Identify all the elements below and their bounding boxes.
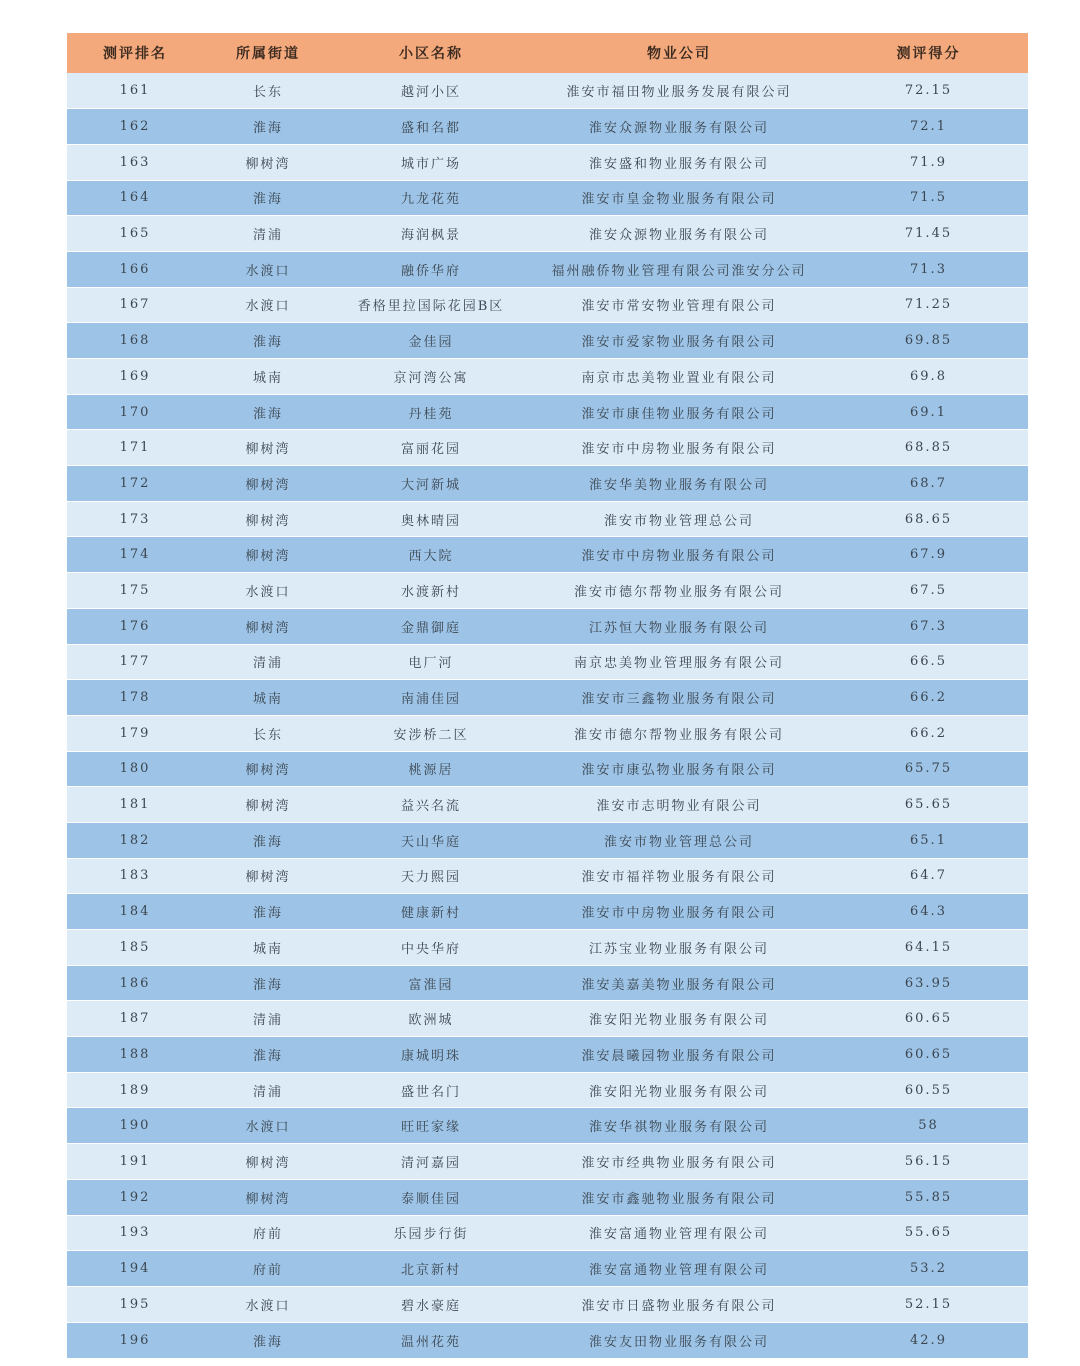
table-row	[67, 466, 1028, 502]
table-row	[67, 144, 1028, 180]
cell-community: 益兴名流	[333, 787, 529, 823]
cell-community: 天力熙园	[333, 858, 529, 894]
cell-community: 旺旺家缘	[333, 1108, 529, 1144]
cell-street: 府前	[203, 1251, 333, 1287]
cell-street: 淮海	[203, 822, 333, 858]
cell-community: 金鼎御庭	[333, 608, 529, 644]
cell-street: 淮海	[203, 1322, 333, 1358]
cell-company: 淮安市德尔帮物业服务有限公司	[529, 573, 829, 609]
cell-rank: 194	[67, 1251, 203, 1287]
header-rank: 测评排名	[103, 46, 167, 62]
table-row	[67, 216, 1028, 252]
cell-score: 66.2	[829, 715, 1028, 751]
cell-rank: 195	[67, 1286, 203, 1322]
cell-company: 南京市忠美物业置业有限公司	[529, 359, 829, 395]
cell-company: 淮安众源物业服务有限公司	[529, 109, 829, 145]
cell-score: 42.9	[829, 1322, 1028, 1358]
table-row	[67, 1179, 1028, 1215]
cell-street: 水渡口	[203, 287, 333, 323]
cell-community: 清河嘉园	[333, 1144, 529, 1180]
table-row	[67, 1322, 1028, 1358]
cell-rank: 188	[67, 1037, 203, 1073]
table-row	[67, 1108, 1028, 1144]
cell-community: 大河新城	[333, 466, 529, 502]
cell-street: 淮海	[203, 323, 333, 359]
header-row	[67, 33, 1028, 73]
table-row	[67, 822, 1028, 858]
cell-street: 柳树湾	[203, 466, 333, 502]
header-company: 物业公司	[647, 46, 711, 62]
cell-score: 66.2	[829, 680, 1028, 716]
cell-company: 淮安美嘉美物业服务有限公司	[529, 965, 829, 1001]
cell-score: 71.25	[829, 287, 1028, 323]
cell-company: 福州融侨物业管理有限公司淮安分公司	[529, 251, 829, 287]
cell-street: 柳树湾	[203, 144, 333, 180]
cell-company: 淮安市福祥物业服务有限公司	[529, 858, 829, 894]
cell-company: 淮安华美物业服务有限公司	[529, 466, 829, 502]
table-row	[67, 109, 1028, 145]
cell-community: 桃源居	[333, 751, 529, 787]
cell-rank: 196	[67, 1322, 203, 1358]
cell-street: 柳树湾	[203, 501, 333, 537]
cell-score: 68.7	[829, 466, 1028, 502]
cell-rank: 169	[67, 359, 203, 395]
cell-company: 江苏宝业物业服务有限公司	[529, 930, 829, 966]
cell-rank: 193	[67, 1215, 203, 1251]
cell-score: 60.65	[829, 1001, 1028, 1037]
table-row	[67, 359, 1028, 395]
cell-company: 淮安市康弘物业服务有限公司	[529, 751, 829, 787]
cell-company: 淮安晨曦园物业服务有限公司	[529, 1037, 829, 1073]
ranking-table-container	[67, 33, 1028, 1358]
cell-street: 府前	[203, 1215, 333, 1251]
cell-company: 淮安富通物业管理有限公司	[529, 1215, 829, 1251]
cell-street: 长东	[252, 85, 283, 101]
cell-community: 富淮园	[333, 965, 529, 1001]
cell-street: 柳树湾	[203, 751, 333, 787]
cell-score: 69.85	[829, 323, 1028, 359]
cell-street: 水渡口	[203, 251, 333, 287]
cell-company: 淮安华祺物业服务有限公司	[529, 1108, 829, 1144]
cell-rank: 179	[67, 715, 203, 751]
table-row	[67, 1037, 1028, 1073]
cell-street: 城南	[203, 680, 333, 716]
table-row	[67, 1215, 1028, 1251]
cell-community: 中央华府	[333, 930, 529, 966]
cell-street: 水渡口	[203, 1286, 333, 1322]
cell-score: 72.1	[829, 109, 1028, 145]
cell-street: 柳树湾	[203, 1144, 333, 1180]
table-row	[67, 1072, 1028, 1108]
cell-rank: 174	[67, 537, 203, 573]
table-row	[67, 751, 1028, 787]
cell-street: 城南	[203, 930, 333, 966]
cell-street: 柳树湾	[203, 537, 333, 573]
table-row	[67, 73, 1028, 109]
table-row	[67, 394, 1028, 430]
cell-street: 淮海	[203, 109, 333, 145]
cell-rank: 162	[67, 109, 203, 145]
property-ranking-table	[67, 33, 1028, 1358]
cell-street: 柳树湾	[203, 430, 333, 466]
cell-rank: 165	[67, 216, 203, 252]
cell-community: 西大院	[333, 537, 529, 573]
cell-community: 天山华庭	[333, 822, 529, 858]
table-row	[67, 251, 1028, 287]
cell-score: 66.5	[829, 644, 1028, 680]
cell-street: 淮海	[203, 180, 333, 216]
cell-rank: 167	[67, 287, 203, 323]
cell-rank: 180	[67, 751, 203, 787]
cell-score: 69.8	[829, 359, 1028, 395]
table-row	[67, 1251, 1028, 1287]
cell-company: 淮安市福田物业服务发展有限公司	[566, 85, 792, 101]
cell-rank: 172	[67, 466, 203, 502]
cell-community: 融侨华府	[333, 251, 529, 287]
cell-company: 淮安市物业管理总公司	[529, 501, 829, 537]
cell-community: 碧水豪庭	[333, 1286, 529, 1322]
cell-community: 丹桂苑	[333, 394, 529, 430]
cell-community: 金佳园	[333, 323, 529, 359]
cell-score: 71.45	[829, 216, 1028, 252]
cell-rank: 184	[67, 894, 203, 930]
cell-company: 淮安阳光物业服务有限公司	[529, 1001, 829, 1037]
cell-company: 淮安阳光物业服务有限公司	[529, 1072, 829, 1108]
cell-company: 淮安市中房物业服务有限公司	[529, 537, 829, 573]
table-row	[67, 430, 1028, 466]
cell-company: 淮安市中房物业服务有限公司	[529, 430, 829, 466]
cell-company: 江苏恒大物业服务有限公司	[529, 608, 829, 644]
cell-community: 欧洲城	[333, 1001, 529, 1037]
cell-community: 康城明珠	[333, 1037, 529, 1073]
cell-company: 淮安盛和物业服务有限公司	[529, 144, 829, 180]
header-community: 小区名称	[399, 46, 463, 62]
table-row	[67, 930, 1028, 966]
cell-rank: 177	[67, 644, 203, 680]
cell-score: 55.85	[829, 1179, 1028, 1215]
cell-score: 71.3	[829, 251, 1028, 287]
cell-score: 68.65	[829, 501, 1028, 537]
cell-street: 清浦	[203, 216, 333, 252]
table-row	[67, 608, 1028, 644]
table-row	[67, 573, 1028, 609]
cell-score: 64.15	[829, 930, 1028, 966]
cell-rank: 164	[67, 180, 203, 216]
cell-street: 清浦	[203, 1001, 333, 1037]
header-score: 测评得分	[896, 46, 961, 62]
cell-score: 71.9	[829, 144, 1028, 180]
cell-rank: 185	[67, 930, 203, 966]
cell-rank: 182	[67, 822, 203, 858]
cell-street: 柳树湾	[203, 1179, 333, 1215]
cell-rank: 163	[67, 144, 203, 180]
cell-rank: 187	[67, 1001, 203, 1037]
cell-community: 奥林晴园	[333, 501, 529, 537]
cell-score: 52.15	[829, 1286, 1028, 1322]
cell-company: 淮安众源物业服务有限公司	[529, 216, 829, 252]
cell-street: 水渡口	[203, 1108, 333, 1144]
cell-community: 盛和名都	[333, 109, 529, 145]
cell-company: 淮安富通物业管理有限公司	[529, 1251, 829, 1287]
cell-score: 71.5	[829, 180, 1028, 216]
cell-community: 北京新村	[333, 1251, 529, 1287]
cell-company: 淮安市德尔帮物业服务有限公司	[529, 715, 829, 751]
cell-company: 淮安市日盛物业服务有限公司	[529, 1286, 829, 1322]
cell-score: 56.15	[829, 1144, 1028, 1180]
table-row	[67, 787, 1028, 823]
cell-score: 69.1	[829, 394, 1028, 430]
table-row	[67, 965, 1028, 1001]
cell-street: 淮海	[203, 894, 333, 930]
cell-rank: 166	[67, 251, 203, 287]
cell-street: 淮海	[203, 394, 333, 430]
cell-score: 68.85	[829, 430, 1028, 466]
cell-company: 淮安市三鑫物业服务有限公司	[529, 680, 829, 716]
cell-rank: 171	[67, 430, 203, 466]
table-row	[67, 1001, 1028, 1037]
cell-score: 72.15	[904, 83, 953, 99]
cell-street: 柳树湾	[203, 787, 333, 823]
cell-rank: 173	[67, 501, 203, 537]
cell-community: 香格里拉国际花园B区	[333, 287, 529, 323]
cell-company: 淮安市经典物业服务有限公司	[529, 1144, 829, 1180]
table-row	[67, 501, 1028, 537]
cell-rank: 168	[67, 323, 203, 359]
cell-community: 盛世名门	[333, 1072, 529, 1108]
table-row	[67, 323, 1028, 359]
cell-company: 淮安市物业管理总公司	[529, 822, 829, 858]
cell-rank: 170	[67, 394, 203, 430]
cell-score: 65.1	[829, 822, 1028, 858]
cell-company: 淮安市常安物业管理有限公司	[529, 287, 829, 323]
cell-community: 健康新村	[333, 894, 529, 930]
cell-street: 水渡口	[203, 573, 333, 609]
cell-score: 65.75	[829, 751, 1028, 787]
table-row	[67, 715, 1028, 751]
table-header	[67, 33, 1028, 73]
cell-score: 64.7	[829, 858, 1028, 894]
cell-community: 南浦佳园	[333, 680, 529, 716]
cell-company: 淮安市中房物业服务有限公司	[529, 894, 829, 930]
cell-community: 京河湾公寓	[333, 359, 529, 395]
cell-score: 63.95	[829, 965, 1028, 1001]
cell-community: 海润枫景	[333, 216, 529, 252]
cell-community: 乐园步行街	[333, 1215, 529, 1251]
cell-score: 60.55	[829, 1072, 1028, 1108]
cell-score: 67.3	[829, 608, 1028, 644]
cell-community: 富丽花园	[333, 430, 529, 466]
table-row	[67, 680, 1028, 716]
table-row	[67, 287, 1028, 323]
cell-street: 长东	[203, 715, 333, 751]
cell-score: 67.5	[829, 573, 1028, 609]
cell-street: 城南	[203, 359, 333, 395]
cell-rank: 176	[67, 608, 203, 644]
table-body	[67, 73, 1028, 1358]
cell-rank: 192	[67, 1179, 203, 1215]
cell-company: 淮安友田物业服务有限公司	[529, 1322, 829, 1358]
cell-street: 淮海	[203, 1037, 333, 1073]
cell-rank: 191	[67, 1144, 203, 1180]
cell-community: 水渡新村	[333, 573, 529, 609]
cell-community: 电厂河	[333, 644, 529, 680]
cell-score: 58	[829, 1108, 1028, 1144]
cell-company: 淮安市志明物业有限公司	[529, 787, 829, 823]
cell-community: 温州花苑	[333, 1322, 529, 1358]
cell-rank: 190	[67, 1108, 203, 1144]
cell-rank: 161	[119, 83, 151, 99]
table-row	[67, 1144, 1028, 1180]
cell-community: 越河小区	[400, 85, 461, 101]
table-row	[67, 858, 1028, 894]
cell-score: 53.2	[829, 1251, 1028, 1287]
table-row	[67, 537, 1028, 573]
cell-rank: 178	[67, 680, 203, 716]
cell-rank: 189	[67, 1072, 203, 1108]
cell-company: 南京忠美物业管理服务有限公司	[529, 644, 829, 680]
cell-score: 65.65	[829, 787, 1028, 823]
cell-street: 清浦	[203, 644, 333, 680]
cell-community: 泰顺佳园	[333, 1179, 529, 1215]
cell-street: 柳树湾	[203, 858, 333, 894]
cell-score: 55.65	[829, 1215, 1028, 1251]
cell-score: 67.9	[829, 537, 1028, 573]
cell-company: 淮安市鑫驰物业服务有限公司	[529, 1179, 829, 1215]
cell-company: 淮安市康佳物业服务有限公司	[529, 394, 829, 430]
cell-rank: 183	[67, 858, 203, 894]
table-row	[67, 894, 1028, 930]
cell-company: 淮安市皇金物业服务有限公司	[529, 180, 829, 216]
cell-street: 清浦	[203, 1072, 333, 1108]
cell-street: 淮海	[203, 965, 333, 1001]
table-row	[67, 1286, 1028, 1322]
table-row	[67, 180, 1028, 216]
cell-rank: 175	[67, 573, 203, 609]
cell-company: 淮安市爱家物业服务有限公司	[529, 323, 829, 359]
cell-community: 安涉桥二区	[333, 715, 529, 751]
cell-score: 64.3	[829, 894, 1028, 930]
cell-score: 60.65	[829, 1037, 1028, 1073]
cell-community: 九龙花苑	[333, 180, 529, 216]
header-street: 所属街道	[236, 46, 300, 62]
table-row	[67, 644, 1028, 680]
cell-rank: 181	[67, 787, 203, 823]
cell-community: 城市广场	[333, 144, 529, 180]
cell-street: 柳树湾	[203, 608, 333, 644]
cell-rank: 186	[67, 965, 203, 1001]
